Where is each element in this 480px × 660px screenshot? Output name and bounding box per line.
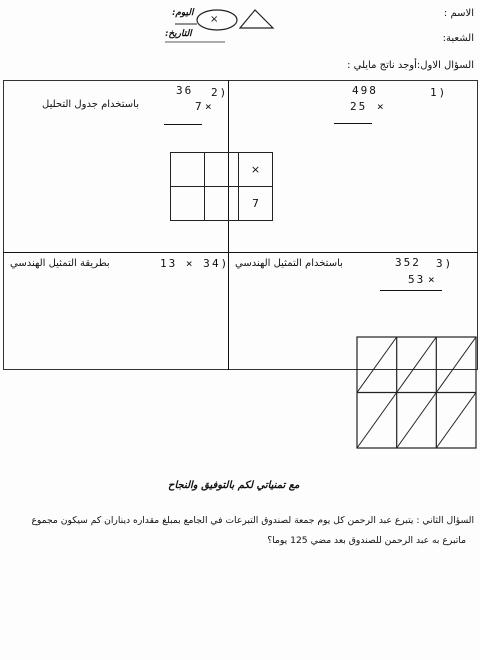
logo-mark: ×: [210, 14, 219, 25]
vertical-divider: [228, 80, 229, 370]
p1-underline: [334, 123, 372, 124]
q1-frame: [3, 80, 478, 370]
q2-line1: السؤال الثاني : يتبرع عبد الرحمن كل يوم جمعة لصندوق التبرعات في الجامع بمبلغ مقداره ديناران كم سيكون مجموع: [31, 515, 474, 526]
p2-top: 36: [176, 84, 194, 97]
p3-operator: ×: [428, 273, 437, 286]
grid-cell[interactable]: [171, 153, 205, 187]
day-label: اليوم:: [172, 8, 194, 18]
p3-bottom: 53: [408, 273, 426, 286]
grid-cell[interactable]: [205, 153, 239, 187]
p4-method: بطريقة التمثيل الهندسي: [10, 258, 110, 269]
p3-number: 3): [436, 257, 454, 270]
grid-cell[interactable]: [171, 187, 205, 221]
p1-operator: ×: [377, 100, 386, 113]
p1-top: 498: [352, 84, 378, 97]
p2-bottom: 7: [195, 100, 204, 113]
p3-underline: [380, 290, 442, 291]
p2-operator: ×: [205, 100, 214, 113]
section-label: الشعبة:: [442, 33, 474, 44]
grid-cell-mark: ×: [239, 153, 273, 187]
lattice-grid: [356, 336, 478, 450]
p2-analysis-grid: [170, 152, 273, 221]
grid-cell[interactable]: [205, 187, 239, 221]
p2-method: باستخدام جدول التحليل: [42, 99, 139, 110]
q1-title: السؤال الاول:أوجد ناتج مايلي :: [347, 60, 474, 71]
p2-number: 2): [211, 86, 229, 99]
logo-triangle: [240, 10, 273, 28]
p4-expression: 13 × 3: [160, 257, 212, 270]
date-label: التاريخ:: [165, 29, 192, 39]
p1-number: 1): [430, 86, 448, 99]
p4-number: 4): [212, 257, 230, 270]
p2-underline: [164, 124, 202, 125]
q2-line2: ماتبرع به عبد الرحمن للصندوق بعد مضي 125 يوما؟: [267, 535, 466, 546]
horizontal-divider: [3, 252, 478, 253]
encouragement-text: مع تمنياتي لكم بالتوفيق والنجاح: [168, 480, 300, 491]
p3-method: باستخدام التمثيل الهندسي: [235, 258, 343, 269]
grid-cell-value: 7: [239, 187, 273, 221]
name-label: الاسم :: [443, 8, 474, 19]
p1-bottom: 25: [350, 100, 368, 113]
p3-top: 352: [395, 256, 421, 269]
